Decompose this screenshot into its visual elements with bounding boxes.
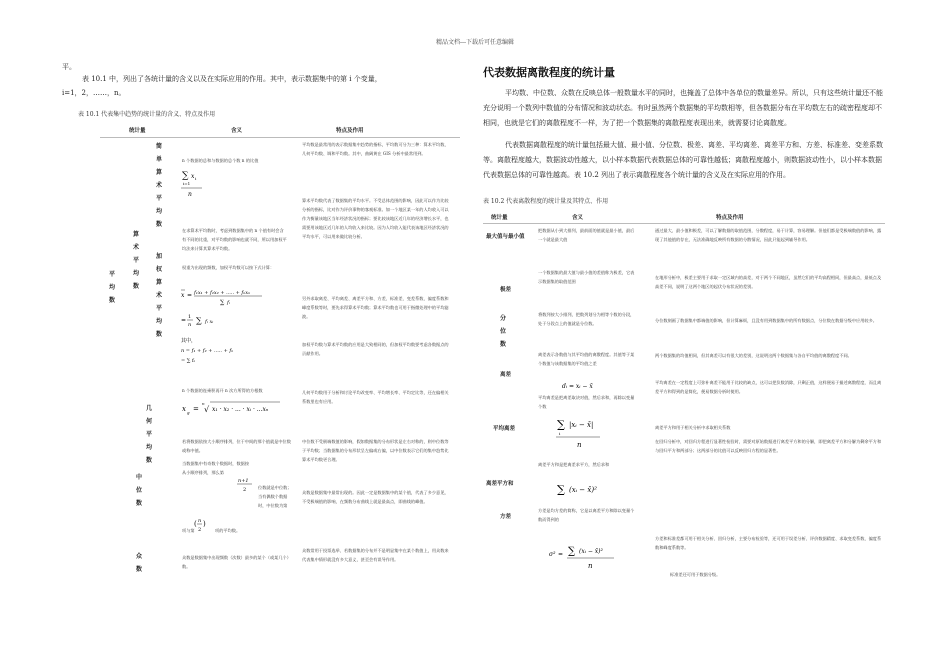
col-feature: 特点及作用 — [336, 128, 364, 134]
median-meaning-4: 项与第 — [182, 528, 195, 533]
svg-text:∑: ∑ — [182, 171, 189, 181]
std-feature-extra: 标准差还可用于数据分级。 — [670, 572, 721, 577]
svg-text:=: = — [187, 292, 193, 299]
median-meaning-5: 项的平均数。 — [215, 528, 241, 533]
right-table-caption: 表 10.2 代表离散程度的统计量及其特点、作用 — [483, 198, 609, 205]
svg-text:(xᵢ − x̄)²: (xᵢ − x̄)² — [569, 486, 597, 494]
intro-line-2: 表 10.1 中，列出了各统计量的含义以及在实际应用的作用。其中，表示数据集中的第 i 个变量， — [82, 75, 382, 83]
svg-text:x: x — [191, 173, 195, 180]
range-feature: 在地形分析中，极差主要用于求取一定区域内的高差，对于两个不同地区，虽然它们的平均高程相同，但最高点，最低点及高差不同，说明了这两个地区的起伏分布状况的差别。 — [655, 275, 882, 289]
sum-squares-formula — [555, 478, 615, 500]
sum-squares-feature: 在回归分析中，对回归方程进行显著性检验时，需要对原始数据进行离差平方和的分解，即把离差平方和分解为剩余平方和与回归平方和两部分；这两部分的比值可以反映回归方程的显著性。 — [655, 439, 882, 453]
row-mode-label: 众 数 — [135, 553, 142, 573]
svg-text:其中，: 其中， — [181, 338, 197, 344]
svg-text:=: = — [558, 551, 564, 558]
sum-squares-meaning: 离差平方和是把离差求平方，然后求和 — [538, 462, 610, 467]
row-sum-squares: 离差平方和 — [486, 481, 514, 487]
svg-text:2: 2 — [243, 487, 247, 493]
page-header: 精品文档---下载后可任意编辑 — [435, 39, 515, 46]
deviation-feature: 两个数据集的均值相同，但其离差可以有很大的差别，这说明这两个数据集与各自平均值的离散程度不同。 — [655, 353, 852, 358]
svg-text:f₁x₁ + f₂x₂ + ..... + fₙxₙ: f₁x₁ + f₂x₂ + ..... + fₙxₙ — [194, 290, 251, 296]
svg-text:n = f₁ + f₂ + ..... + fₙ: n = f₁ + f₂ + ..... + fₙ — [181, 348, 234, 354]
mean-deviation-formula — [555, 414, 615, 452]
svg-text:∑: ∑ — [568, 546, 576, 557]
mean-feature-extra: 平均离差在一定程度上可弥补离差不能用于比较的缺点，这可以把负数消除，只剩正值，这样便易于描述离散程度，而且离差平方和得到的是简化，便易数据分析时使用。 — [655, 380, 882, 394]
row-arith-label: 算 术 平 均 数 — [132, 231, 139, 290]
mean-deviation-meaning: 平均离差是把离差取决对值，然后求和，再除以变量个数 — [538, 395, 635, 409]
max-min-meaning: 把数据从小到大排列，最前面的值就是最小值，最后一个就是最大值 — [538, 228, 635, 242]
svg-text:x: x — [181, 292, 185, 299]
svg-text:∑: ∑ — [196, 316, 202, 325]
row-geo-label: 几 何 平 均 数 — [145, 405, 152, 464]
variance-formula — [548, 540, 618, 580]
col-meaning: 含义 — [231, 128, 243, 134]
row-variance: 方差 — [500, 514, 512, 520]
svg-text:n+1: n+1 — [238, 478, 249, 484]
variance-meaning: 方差是均方差的简称，它是以离差平方和除以变量个数而得到的 — [538, 508, 635, 522]
svg-text:): ) — [203, 520, 206, 528]
quantile-meaning: 将数列按大小排列，把数列划分为相等个数的分段，处于分段点上的值就是分位数。 — [538, 312, 635, 326]
simple-feature: 平均数是最常用的表示数据集中趋势的指标，平均数可分为三种：算术平均数、几何平均数、调和平均数。其中，曲阔黄在 GIS 分析中最常用到。 — [302, 142, 449, 156]
weighted-meaning-1: 在求算术平均数时，考虑到数据集中的 n 个值有时会含有不同的比重，对平均数的影响也就不同，所以用加权平均法来计算其算术平均数。 — [182, 228, 287, 251]
mode-feature: 众数常用于投票选举、若数据集的分布并不是明显集中在某个数值上，用众数来代表集中情形就没有多大意义，甚至会有误导作用。 — [302, 548, 449, 562]
svg-text:n: n — [577, 441, 582, 449]
max-min-feature: 通过最大、最小值和极差，可以了解数据的取值范围，分散程度，易于计算，容易理解。但他们都是受极端数值的影响，露现了其他值的存在，无法准确地反映所有数据的分散情况，因此只能起到辅导作用。 — [655, 228, 882, 242]
intro-line-1: 平。 — [62, 63, 76, 71]
row-range: 极差 — [500, 287, 512, 293]
svg-text:n: n — [188, 191, 192, 198]
svg-text:i: i — [195, 176, 197, 181]
group-mean-label: 平 均 数 — [108, 271, 115, 304]
right-para-1: 平均数、中位数、众数在反映总体一般数量水平的同时，也掩盖了总体中各单位的数量差异。所以，只有这些统计量还不能充分说明一个数列中数值的分布情况和波动状态。有时虽然两个数据集的平均数相等，但各数据分布在平均数左右的疏密程度却不相同，也就是它们的离散程度不一样，为了把一个数据集的离散程度表现出来，就需要讨论离散度。 — [483, 89, 883, 127]
median-meaning-2: 当数据集中有奇数个数据时，数据按从小顺序排列，那么第 — [182, 461, 250, 475]
right-col-feature: 特点及作用 — [716, 215, 744, 221]
median-feature-2: 众数是数据集中最常出现的。因此一定是数据集中的某个值，代表了多少意见，不受极端值的影响，在频数分布曲线上就是最高点，即曲线的峰值。 — [302, 490, 449, 504]
mean-deviation-feature: 离差平方和用于相关分析中求取相关系数 — [655, 425, 731, 430]
row-mean-deviation: 平均离差 — [493, 426, 516, 432]
svg-text:fᵢ: fᵢ — [227, 300, 230, 306]
svg-text:∑: ∑ — [220, 299, 225, 306]
svg-text:=: = — [181, 317, 187, 324]
deviation-meaning: 离差表示各数值与其平均值的离散程度。其值等于某个数值与该数据集的平均值之差 — [538, 352, 635, 366]
arith-feature: 算术平均数代表了数据集的平均水平。不受总体范围的影响，因此可以作为比较分析的指标，比对作为评价事物的客观标准。如一个地区某一年的人均收入可以作为衡量该地区当年经济状况的指标；要比较该地区近几年的经济增长水平，也需要用该地区近几年的人均收入来比较。因为人均收入能代表该地区经济状况的平均水平，可以用来做比较分析。 — [302, 198, 449, 239]
svg-text:2: 2 — [198, 527, 202, 533]
geo-feature: 几何平均数用于分析和讨论平均改变率、平均增长率、平均定比等，还在偏相关系数里也有应用。 — [302, 390, 449, 404]
svg-text:i: i — [559, 431, 561, 436]
svg-text:dᵢ = xᵢ − x̄: dᵢ = xᵢ − x̄ — [562, 383, 593, 390]
row-quantile: 分 位 数 — [499, 315, 506, 348]
mode-meaning: 众数是数据集中出现频数（次数）最多的某个（或某几个）数。 — [182, 555, 291, 569]
range-meaning: 一个数据集的最大值与最小值的差值称为极差，它表示数据集的取值范围 — [538, 270, 635, 284]
right-para-2: 代表数据离散程度的统计量包括最大值、最小值、分位数、极差、离差、平均离差、离差平方和、方差、标准差、变差系数等。离散程度越大，数据波动性越大，以小样本数据代表数据总体的可靠性越低；离散程度越小，则数据波动性小，以小样本数据代表数据总体的可靠性越高。表 10.2 列出了表示离散程度各个统计量的含义及在实际应用的作用。 — [483, 141, 883, 179]
svg-text:∑: ∑ — [557, 418, 565, 431]
variance-feature: 方差和标准差都可用于相关分析、回归分析，主要分布检验等，还可用于误差分析、评价数据精度、求取变差系数、偏度系数和峰度系数等。 — [655, 536, 882, 550]
weighted-mean-formula — [180, 284, 280, 368]
median-feature-1: 中位数不受极端数值的影响，假如数据集的分布形状是左右对称的，则中位数等于平均数；当数据集的分布形状呈左偏或右偏，以中位数表示它们的集中趋势比算术平均数更合理。 — [302, 439, 449, 462]
svg-text:∑: ∑ — [557, 483, 565, 496]
row-weighted-label: 加 权 算 术 平 均 数 — [155, 253, 162, 338]
svg-text:= ∑ fᵢ: = ∑ fᵢ — [181, 358, 195, 364]
svg-text:(: ( — [194, 520, 197, 528]
svg-text:n: n — [202, 401, 205, 406]
median-odd-formula — [236, 474, 256, 496]
table-caption: 表 10.1 代表集中趋势的统计量的含义、特点及作用 — [78, 111, 216, 118]
median-meaning-1: 若将数据依按大小顺序排列，位于中间的那个值就是中位数或称中值。 — [182, 439, 291, 453]
svg-text:fᵢ xᵢ: fᵢ xᵢ — [205, 319, 214, 325]
svg-text:n: n — [188, 322, 192, 328]
simple-mean-formula — [180, 168, 220, 204]
svg-text:√: √ — [204, 405, 210, 414]
col-stat: 统计量 — [129, 128, 146, 134]
deviation-formula — [560, 378, 600, 392]
median-meaning-3: 位数就是中位数；当有偶数个数据时，中位数为第 — [258, 485, 292, 508]
svg-text:x₁ · x₂ · ... · xᵢ · ...xₙ: x₁ · x₂ · ... · xᵢ · ...xₙ — [212, 406, 269, 413]
svg-text:|xᵢ − x̄|: |xᵢ − x̄| — [569, 421, 594, 429]
row-simple-label: 简 单 算 术 平 均 数 — [155, 143, 162, 228]
weighted-meaning-2: 权重为出现的频数，加权平均数可以按下式计算： — [182, 265, 275, 270]
svg-text:x: x — [182, 405, 186, 413]
svg-text:n: n — [198, 518, 202, 524]
row-median-label: 中 位 数 — [135, 474, 142, 507]
row-max-min: 最大值与最小值 — [486, 234, 525, 240]
svg-text:1: 1 — [188, 314, 192, 320]
weighted-feature-2: 加权平均数与算术平均数的应用是大致相同的，但加权平均数要考虑各数据点的贡献作用。 — [302, 342, 449, 356]
row-deviation: 离差 — [500, 372, 512, 378]
svg-text:i=1: i=1 — [183, 181, 191, 186]
svg-text:(xᵢ − x̄)²: (xᵢ − x̄)² — [579, 548, 603, 555]
simple-meaning: n 个数据的总和与数据的总个数 n 的比值 — [182, 158, 259, 163]
right-col-stat: 统计量 — [491, 215, 508, 221]
right-col-meaning: 含义 — [572, 215, 584, 221]
geo-meaning: n 个数据的连乘积再开 n 次方所得的方根数 — [182, 388, 263, 393]
svg-text:=: = — [193, 405, 199, 413]
svg-text:n: n — [588, 562, 593, 570]
quantile-feature: 分位数刻画了数据集中都端值的影响，但计算麻烦，且没有用到数据集中的所有数据点，分位数在数据分级中应用较多。 — [655, 318, 877, 323]
section-title: 代表数据离散程度的统计量 — [483, 66, 615, 79]
weighted-feature: 另外求取离差、平均离差、离差平方和、方差、标准差、变差系数、偏度系数和峰度系数等时，要先求得算术平均数；算术平均数也可用于指微处理中的平均滤波。 — [302, 296, 449, 319]
intro-line-3: i=1，2，……，n。 — [62, 89, 126, 97]
svg-text:g: g — [187, 410, 190, 415]
svg-text:σ²: σ² — [549, 551, 556, 558]
geo-mean-formula — [180, 396, 290, 420]
